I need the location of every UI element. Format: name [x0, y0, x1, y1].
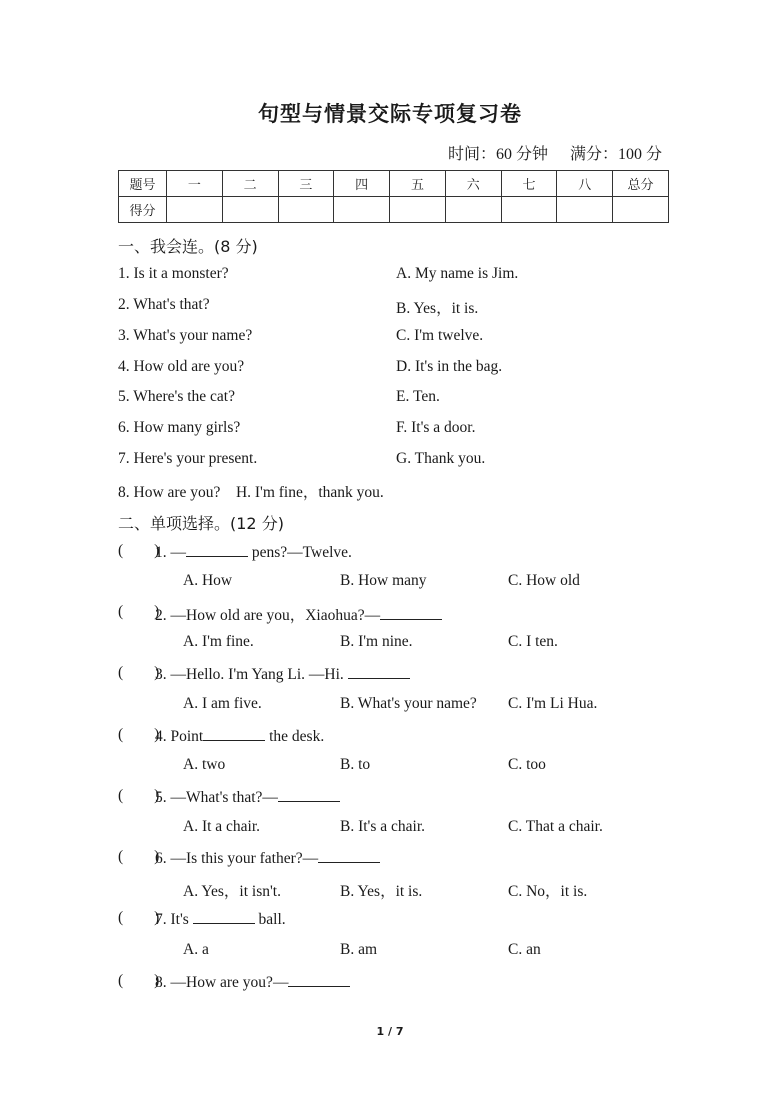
- score-header-cell: 五: [390, 171, 446, 197]
- score-header-cell: 八: [557, 171, 613, 197]
- option-b[interactable]: B. How many: [340, 572, 427, 589]
- option-a[interactable]: A. I'm fine.: [183, 633, 254, 650]
- answer-blank[interactable]: [193, 909, 255, 924]
- score-cell[interactable]: [613, 197, 669, 223]
- question-5: [155, 787, 340, 807]
- match-answer: B. Yes，it is.: [396, 300, 479, 317]
- answer-paren[interactable]: ( ): [118, 603, 160, 620]
- question-3: [155, 664, 410, 684]
- question-6: [155, 848, 380, 868]
- score-table: [118, 170, 669, 223]
- question-4: [155, 726, 324, 746]
- question-text: pens?—Twelve.: [248, 544, 352, 561]
- score-cell[interactable]: [222, 197, 278, 223]
- question-text: 7. It's: [155, 911, 193, 928]
- question-text: 4. Point: [155, 728, 204, 745]
- option-a[interactable]: A. How: [183, 572, 233, 589]
- option-c[interactable]: C. I ten.: [508, 633, 558, 650]
- score-table-header-row: [119, 171, 669, 197]
- answer-paren[interactable]: ( ): [118, 972, 160, 989]
- question-text: 2. —How old are you，Xiaohua?—: [155, 607, 381, 624]
- option-b[interactable]: B. What's your name?: [340, 695, 477, 712]
- question-text: ball.: [254, 911, 286, 928]
- score-table-score-row: [119, 197, 669, 223]
- answer-blank[interactable]: [348, 664, 410, 679]
- answer-blank[interactable]: [203, 726, 265, 741]
- answer-blank[interactable]: [288, 972, 350, 987]
- option-c[interactable]: C. an: [508, 941, 541, 958]
- score-cell[interactable]: [445, 197, 501, 223]
- score-cell[interactable]: [334, 197, 390, 223]
- score-header-cell: 六: [445, 171, 501, 197]
- option-c[interactable]: C. No，it is.: [508, 883, 588, 900]
- match-question: 4. How old are you?: [118, 358, 245, 375]
- question-1: [155, 542, 352, 562]
- option-a[interactable]: A. I am five.: [183, 695, 262, 712]
- page-title: 句型与情景交际专项复习卷: [258, 102, 522, 126]
- score-row-label: 得分: [119, 197, 167, 223]
- section-2-heading: 二、单项选择。(12 分): [118, 514, 284, 533]
- score-header-cell: 四: [334, 171, 390, 197]
- option-b[interactable]: B. Yes，it is.: [340, 883, 423, 900]
- option-c[interactable]: C. That a chair.: [508, 818, 603, 835]
- score-header-cell: 三: [278, 171, 334, 197]
- answer-paren[interactable]: ( ): [118, 787, 160, 804]
- option-a[interactable]: A. two: [183, 756, 226, 773]
- match-answer: C. I'm twelve.: [396, 327, 484, 344]
- question-2: [155, 603, 442, 625]
- match-answer: G. Thank you.: [396, 450, 486, 467]
- full-score: 满分：100 分: [569, 146, 662, 163]
- score-header-cell: 七: [501, 171, 557, 197]
- answer-paren[interactable]: ( ): [118, 848, 160, 865]
- score-header-cell: 总分: [613, 171, 669, 197]
- question-text: the desk.: [265, 728, 325, 745]
- option-c[interactable]: C. I'm Li Hua.: [508, 695, 598, 712]
- match-question: 5. Where's the cat?: [118, 388, 235, 405]
- answer-blank[interactable]: [318, 848, 380, 863]
- time-limit: 时间：60 分钟: [447, 146, 548, 163]
- match-question: 7. Here's your present.: [118, 450, 258, 467]
- option-a[interactable]: A. Yes，it isn't.: [183, 883, 281, 900]
- answer-paren[interactable]: ( ): [118, 664, 160, 681]
- answer-paren[interactable]: ( ): [118, 542, 160, 559]
- match-question: 6. How many girls?: [118, 419, 241, 436]
- match-question: 1. Is it a monster?: [118, 265, 229, 282]
- option-b[interactable]: B. I'm nine.: [340, 633, 413, 650]
- score-cell[interactable]: [278, 197, 334, 223]
- section-1-heading: 一、我会连。(8 分): [118, 237, 258, 256]
- option-a[interactable]: A. a: [183, 941, 209, 958]
- match-question: 2. What's that?: [118, 296, 210, 313]
- question-text: 1. —: [155, 544, 186, 561]
- score-cell[interactable]: [557, 197, 613, 223]
- score-header-cell: 二: [222, 171, 278, 197]
- match-answer: A. My name is Jim.: [396, 265, 519, 282]
- option-c[interactable]: C. too: [508, 756, 546, 773]
- option-c[interactable]: C. How old: [508, 572, 580, 589]
- match-question: 3. What's your name?: [118, 327, 253, 344]
- option-b[interactable]: B. It's a chair.: [340, 818, 426, 835]
- answer-blank[interactable]: [186, 542, 248, 557]
- question-text: 8. —How are you?—: [155, 974, 289, 991]
- question-7: [155, 909, 286, 929]
- answer-paren[interactable]: ( ): [118, 909, 160, 926]
- question-text: 6. —Is this your father?—: [155, 850, 319, 867]
- score-cell[interactable]: [167, 197, 223, 223]
- score-cell[interactable]: [390, 197, 446, 223]
- answer-paren[interactable]: ( ): [118, 726, 160, 743]
- question-text: 3. —Hello. I'm Yang Li. —Hi.: [155, 666, 348, 683]
- match-answer: E. Ten.: [396, 388, 440, 405]
- score-header-cell: 题号: [119, 171, 167, 197]
- match-last-line: 8. How are you? H. I'm fine，thank you.: [118, 484, 384, 501]
- question-8: [155, 972, 350, 992]
- option-b[interactable]: B. to: [340, 756, 371, 773]
- question-text: 5. —What's that?—: [155, 789, 278, 806]
- option-a[interactable]: A. It a chair.: [183, 818, 261, 835]
- option-b[interactable]: B. am: [340, 941, 378, 958]
- score-header-cell: 一: [167, 171, 223, 197]
- answer-blank[interactable]: [380, 605, 442, 620]
- score-cell[interactable]: [501, 197, 557, 223]
- exam-meta: [430, 141, 662, 164]
- match-answer: D. It's in the bag.: [396, 358, 503, 375]
- answer-blank[interactable]: [278, 787, 340, 802]
- page-number: 1 / 7: [376, 1025, 404, 1038]
- match-answer: F. It's a door.: [396, 419, 476, 436]
